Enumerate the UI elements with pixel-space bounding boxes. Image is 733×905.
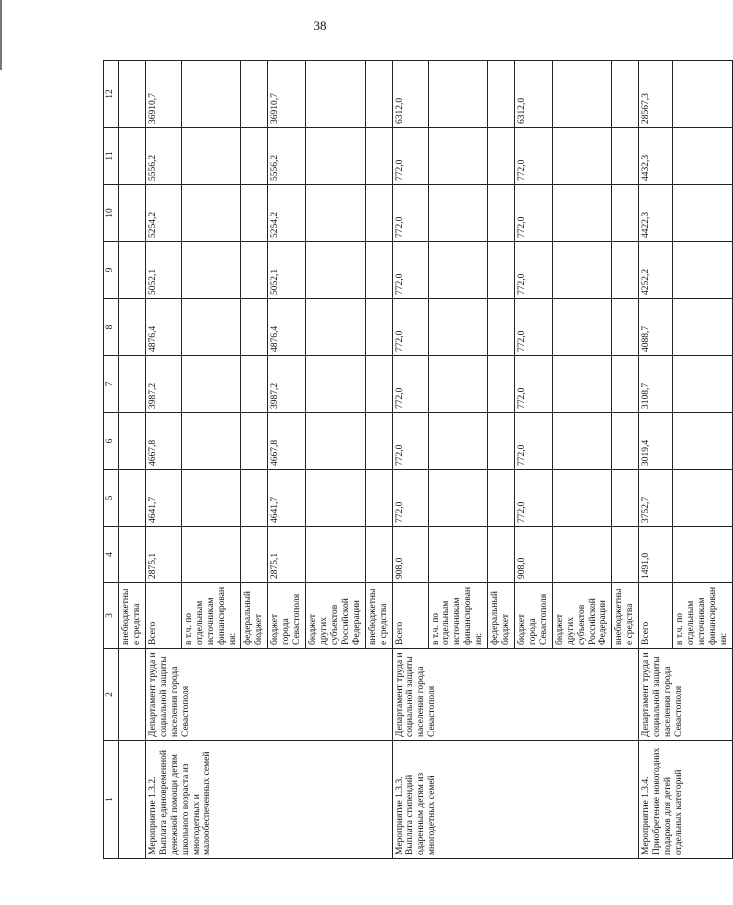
- value-cell: [181, 413, 241, 470]
- value-cell: 36910,7: [268, 61, 306, 128]
- activity-name-cell: Мероприятие 1.3.3. Выплата стипендий одаренным детям из многодетных семей: [392, 741, 639, 859]
- value-cell: [306, 128, 366, 185]
- table-row: [145, 61, 181, 859]
- value-cell: [552, 527, 612, 583]
- value-cell: [612, 470, 639, 527]
- source-cell: Всего: [639, 583, 673, 649]
- value-cell: [552, 299, 612, 356]
- value-cell: [552, 185, 612, 242]
- empty-cell: [119, 741, 146, 859]
- source-cell: бюджет города Севастополя: [268, 583, 306, 649]
- value-cell: 5052,1: [268, 242, 306, 299]
- value-cell: 908,0: [392, 527, 428, 583]
- value-cell: 772,0: [392, 242, 428, 299]
- value-cell: 772,0: [392, 299, 428, 356]
- value-cell: 772,0: [392, 413, 428, 470]
- value-cell: [673, 242, 733, 299]
- value-cell: [673, 527, 733, 583]
- value-cell: [119, 128, 146, 185]
- continuation-row: [119, 61, 146, 859]
- value-cell: [306, 413, 366, 470]
- header-cell: 8: [104, 299, 119, 356]
- value-cell: [241, 242, 268, 299]
- value-cell: 6312,0: [392, 61, 428, 128]
- value-cell: [241, 470, 268, 527]
- value-cell: [306, 242, 366, 299]
- value-cell: [119, 299, 146, 356]
- header-cell: 7: [104, 356, 119, 413]
- value-cell: [306, 299, 366, 356]
- value-cell: [488, 61, 515, 128]
- value-cell: [552, 242, 612, 299]
- source-cell: в т.ч. по отдельным источникам финансирования:: [673, 583, 733, 649]
- value-cell: 772,0: [392, 470, 428, 527]
- source-cell: бюджет других субъектов Российской Федерации: [306, 583, 366, 649]
- value-cell: [119, 61, 146, 128]
- source-cell: внебюджетные средства: [365, 583, 392, 649]
- value-cell: [365, 185, 392, 242]
- value-cell: [365, 413, 392, 470]
- value-cell: [488, 413, 515, 470]
- value-cell: 4876,4: [145, 299, 181, 356]
- value-cell: 4088,7: [639, 299, 673, 356]
- value-cell: [673, 470, 733, 527]
- value-cell: [488, 299, 515, 356]
- value-cell: [365, 61, 392, 128]
- value-cell: [181, 61, 241, 128]
- value-cell: 5254,2: [145, 185, 181, 242]
- value-cell: [365, 299, 392, 356]
- value-cell: 4876,4: [268, 299, 306, 356]
- value-cell: [673, 413, 733, 470]
- value-cell: 1491,0: [639, 527, 673, 583]
- value-cell: [612, 185, 639, 242]
- value-cell: [552, 128, 612, 185]
- source-cell: внебюджетные средства: [119, 583, 146, 649]
- value-cell: [428, 299, 488, 356]
- budget-table: [103, 60, 733, 859]
- value-cell: [365, 470, 392, 527]
- header-row: [104, 61, 119, 859]
- value-cell: [241, 356, 268, 413]
- source-cell: Всего: [145, 583, 181, 649]
- executor-cell: Департамент труда и социальной защиты населения города Севастополя: [145, 649, 392, 741]
- header-cell: 5: [104, 470, 119, 527]
- value-cell: [306, 470, 366, 527]
- table-row: [639, 61, 673, 859]
- header-cell: 3: [104, 583, 119, 649]
- value-cell: [552, 61, 612, 128]
- value-cell: [306, 61, 366, 128]
- source-cell: внебюджетные средства: [612, 583, 639, 649]
- empty-cell: [119, 649, 146, 741]
- value-cell: [119, 242, 146, 299]
- value-cell: 6312,0: [514, 61, 552, 128]
- value-cell: [488, 356, 515, 413]
- value-cell: [181, 470, 241, 527]
- value-cell: 772,0: [514, 356, 552, 413]
- source-cell: федеральный бюджет: [241, 583, 268, 649]
- value-cell: [488, 527, 515, 583]
- value-cell: [428, 61, 488, 128]
- value-cell: [612, 61, 639, 128]
- value-cell: [181, 299, 241, 356]
- value-cell: 4641,7: [268, 470, 306, 527]
- value-cell: [306, 527, 366, 583]
- page-number: 38: [313, 18, 327, 33]
- value-cell: [428, 413, 488, 470]
- rotated-table-container: [103, 61, 729, 859]
- value-cell: 772,0: [514, 299, 552, 356]
- value-cell: [181, 356, 241, 413]
- value-cell: [365, 128, 392, 185]
- value-cell: [612, 413, 639, 470]
- value-cell: 5556,2: [268, 128, 306, 185]
- value-cell: 772,0: [514, 185, 552, 242]
- value-cell: [428, 242, 488, 299]
- header-cell: 4: [104, 527, 119, 583]
- value-cell: 4432,3: [639, 128, 673, 185]
- value-cell: 772,0: [514, 242, 552, 299]
- value-cell: 772,0: [514, 470, 552, 527]
- value-cell: [428, 356, 488, 413]
- activity-name-cell: Мероприятие 1.3.2. Выплата единовременной денежной помощи детям школьного возраста из многодетных и малообеспеченных семей: [145, 741, 392, 859]
- value-cell: 772,0: [392, 356, 428, 413]
- value-cell: [119, 527, 146, 583]
- value-cell: 772,0: [392, 185, 428, 242]
- value-cell: 5556,2: [145, 128, 181, 185]
- value-cell: [119, 470, 146, 527]
- value-cell: [306, 185, 366, 242]
- header-cell: 10: [104, 185, 119, 242]
- value-cell: 3987,2: [268, 356, 306, 413]
- value-cell: [612, 527, 639, 583]
- value-cell: 4252,2: [639, 242, 673, 299]
- value-cell: [119, 356, 146, 413]
- value-cell: [612, 128, 639, 185]
- value-cell: 4667,8: [268, 413, 306, 470]
- value-cell: 4667,8: [145, 413, 181, 470]
- value-cell: [552, 356, 612, 413]
- value-cell: [673, 299, 733, 356]
- value-cell: [428, 128, 488, 185]
- executor-cell: Департамент труда и социальной защиты населения города Севастополя: [639, 649, 733, 741]
- value-cell: 5052,1: [145, 242, 181, 299]
- value-cell: 772,0: [514, 128, 552, 185]
- value-cell: 772,0: [514, 413, 552, 470]
- value-cell: [181, 242, 241, 299]
- value-cell: [428, 470, 488, 527]
- executor-cell: Департамент труда и социальной защиты населения города Севастополя: [392, 649, 639, 741]
- source-cell: в т.ч. по отдельным источникам финансирования:: [181, 583, 241, 649]
- value-cell: [119, 413, 146, 470]
- value-cell: 28567,3: [639, 61, 673, 128]
- value-cell: [612, 299, 639, 356]
- value-cell: [488, 242, 515, 299]
- value-cell: 3108,7: [639, 356, 673, 413]
- header-cell: 12: [104, 61, 119, 128]
- value-cell: [365, 527, 392, 583]
- value-cell: [181, 185, 241, 242]
- value-cell: 3752,7: [639, 470, 673, 527]
- value-cell: [241, 61, 268, 128]
- source-cell: федеральный бюджет: [488, 583, 515, 649]
- activity-name-cell: Мероприятие 1.3.4. Приобретение новогодних подарков для детей отдельных категорий: [639, 741, 733, 859]
- value-cell: 5254,2: [268, 185, 306, 242]
- value-cell: [673, 128, 733, 185]
- header-cell: 6: [104, 413, 119, 470]
- source-cell: бюджет города Севастополя: [514, 583, 552, 649]
- value-cell: [612, 356, 639, 413]
- value-cell: [673, 61, 733, 128]
- value-cell: [241, 128, 268, 185]
- scan-edge-mark: [0, 0, 2, 70]
- value-cell: [241, 185, 268, 242]
- value-cell: [241, 413, 268, 470]
- value-cell: [552, 470, 612, 527]
- header-cell: 2: [104, 649, 119, 741]
- value-cell: 3019,4: [639, 413, 673, 470]
- value-cell: [241, 299, 268, 356]
- value-cell: [365, 356, 392, 413]
- value-cell: 3987,2: [145, 356, 181, 413]
- value-cell: 4641,7: [145, 470, 181, 527]
- value-cell: 2875,1: [145, 527, 181, 583]
- value-cell: [365, 242, 392, 299]
- source-cell: бюджет других субъектов Российской Федерации: [552, 583, 612, 649]
- value-cell: 2875,1: [268, 527, 306, 583]
- value-cell: [181, 128, 241, 185]
- value-cell: [612, 242, 639, 299]
- value-cell: [181, 527, 241, 583]
- value-cell: [488, 470, 515, 527]
- value-cell: [241, 527, 268, 583]
- value-cell: [552, 413, 612, 470]
- value-cell: [306, 356, 366, 413]
- value-cell: [488, 185, 515, 242]
- value-cell: 908,0: [514, 527, 552, 583]
- value-cell: 36910,7: [145, 61, 181, 128]
- value-cell: [428, 185, 488, 242]
- header-cell: 11: [104, 128, 119, 185]
- source-cell: Всего: [392, 583, 428, 649]
- source-cell: в т.ч. по отдельным источникам финансирования:: [428, 583, 488, 649]
- value-cell: 4422,3: [639, 185, 673, 242]
- header-cell: 1: [104, 741, 119, 859]
- value-cell: [673, 356, 733, 413]
- value-cell: [488, 128, 515, 185]
- value-cell: [119, 185, 146, 242]
- value-cell: [673, 185, 733, 242]
- table-row: [392, 61, 428, 859]
- value-cell: [428, 527, 488, 583]
- header-cell: 9: [104, 242, 119, 299]
- value-cell: 772,0: [392, 128, 428, 185]
